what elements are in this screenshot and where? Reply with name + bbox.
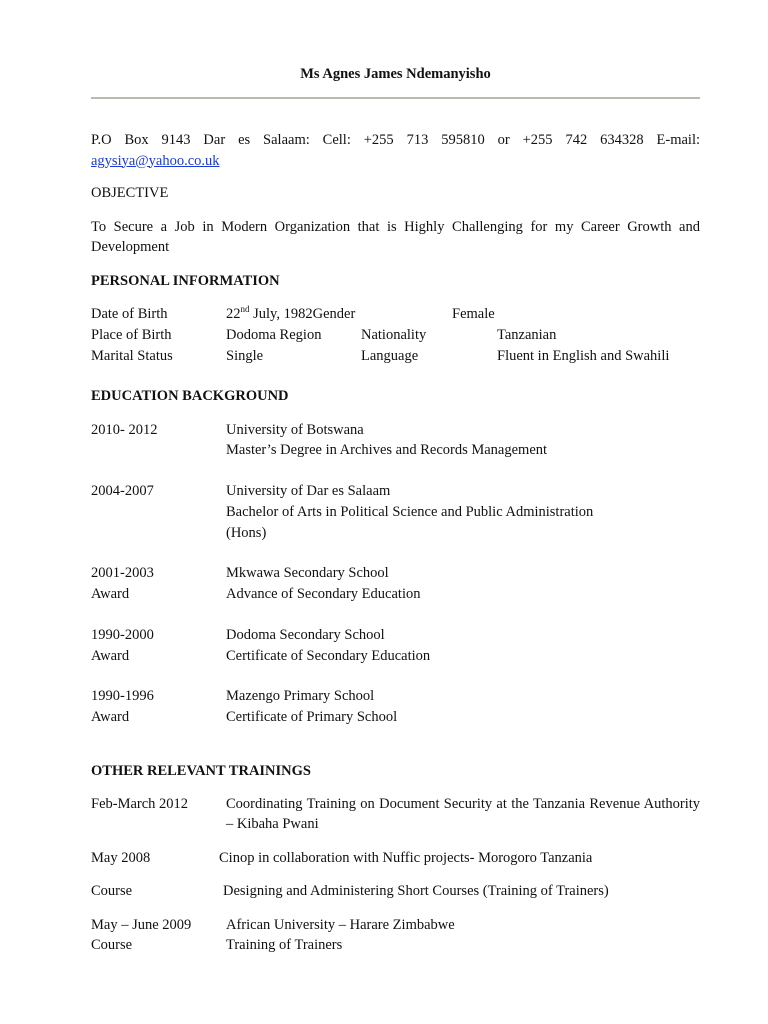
- contact-details: P.O Box 9143 Dar es Salaam: Cell: +255 713 595810 or +255 742 634328 E-mail:: [91, 132, 700, 148]
- candidate-name: Ms Agnes James Ndemanyisho: [300, 66, 491, 82]
- pob-label: Place of Birth: [91, 327, 172, 343]
- training-course-label: Course: [91, 937, 133, 953]
- training-date: May 2008: [91, 850, 151, 866]
- edu-award-label: Award: [91, 709, 130, 725]
- dob-rest: July, 1982Gender: [249, 306, 356, 322]
- dob-suffix: nd: [240, 304, 250, 315]
- edu-years: 2010- 2012: [91, 422, 158, 438]
- objective-heading: OBJECTIVE: [91, 185, 169, 201]
- edu-award-extra: (Hons): [226, 525, 267, 541]
- edu-award: Bachelor of Arts in Political Science and Public Administration: [226, 504, 594, 520]
- training-date: May – June 2009: [91, 917, 192, 933]
- edu-school: Mkwawa Secondary School: [226, 565, 389, 581]
- objective-text: To Secure a Job in Modern Organization that is Highly Challenging for my Career Growth and Development: [91, 219, 700, 255]
- edu-school: Dodoma Secondary School: [226, 627, 385, 643]
- edu-award-label: Award: [91, 648, 130, 664]
- gender-value: Female: [452, 306, 495, 322]
- trainings-heading: OTHER RELEVANT TRAININGS: [91, 763, 311, 779]
- edu-award-label: Award: [91, 586, 130, 602]
- marital-label: Marital Status: [91, 348, 173, 364]
- edu-years: 2004-2007: [91, 483, 154, 499]
- language-label: Language: [361, 348, 419, 364]
- edu-school: University of Botswana: [226, 422, 364, 438]
- edu-years: 1990-1996: [91, 688, 154, 704]
- personal-info-heading: PERSONAL INFORMATION: [91, 273, 280, 289]
- dob-day: 22: [226, 306, 241, 322]
- marital-value: Single: [226, 348, 264, 364]
- pob-value: Dodoma Region: [226, 327, 322, 343]
- edu-award: Master’s Degree in Archives and Records Management: [226, 442, 548, 458]
- edu-years: 1990-2000: [91, 627, 154, 643]
- email-link[interactable]: agysiya@yahoo.co.uk: [91, 152, 220, 169]
- edu-award: Advance of Secondary Education: [226, 586, 421, 602]
- edu-years: 2001-2003: [91, 565, 154, 581]
- dob-label: Date of Birth: [91, 306, 168, 322]
- nationality-value: Tanzanian: [497, 327, 557, 343]
- edu-award: Certificate of Primary School: [226, 709, 398, 725]
- training-text: Coordinating Training on Document Security at the Tanzania Revenue Authority – Kibaha Pwani: [226, 796, 700, 832]
- header-divider: [91, 97, 700, 99]
- contact-block: [91, 130, 700, 171]
- edu-award: Certificate of Secondary Education: [226, 648, 431, 664]
- training-text: Cinop in collaboration with Nuffic projects- Morogoro Tanzania: [219, 850, 593, 866]
- dob-value: [226, 304, 355, 324]
- training-text: African University – Harare Zimbabwe: [226, 917, 455, 933]
- training-text: Designing and Administering Short Courses (Training of Trainers): [223, 883, 609, 899]
- training-text: Training of Trainers: [226, 937, 343, 953]
- edu-school: University of Dar es Salaam: [226, 483, 391, 499]
- language-value: Fluent in English and Swahili: [497, 348, 670, 364]
- education-heading: EDUCATION BACKGROUND: [91, 388, 289, 404]
- edu-school: Mazengo Primary School: [226, 688, 375, 704]
- nationality-label: Nationality: [361, 327, 427, 343]
- training-course-label: Course: [91, 883, 133, 899]
- training-date: Feb-March 2012: [91, 796, 189, 812]
